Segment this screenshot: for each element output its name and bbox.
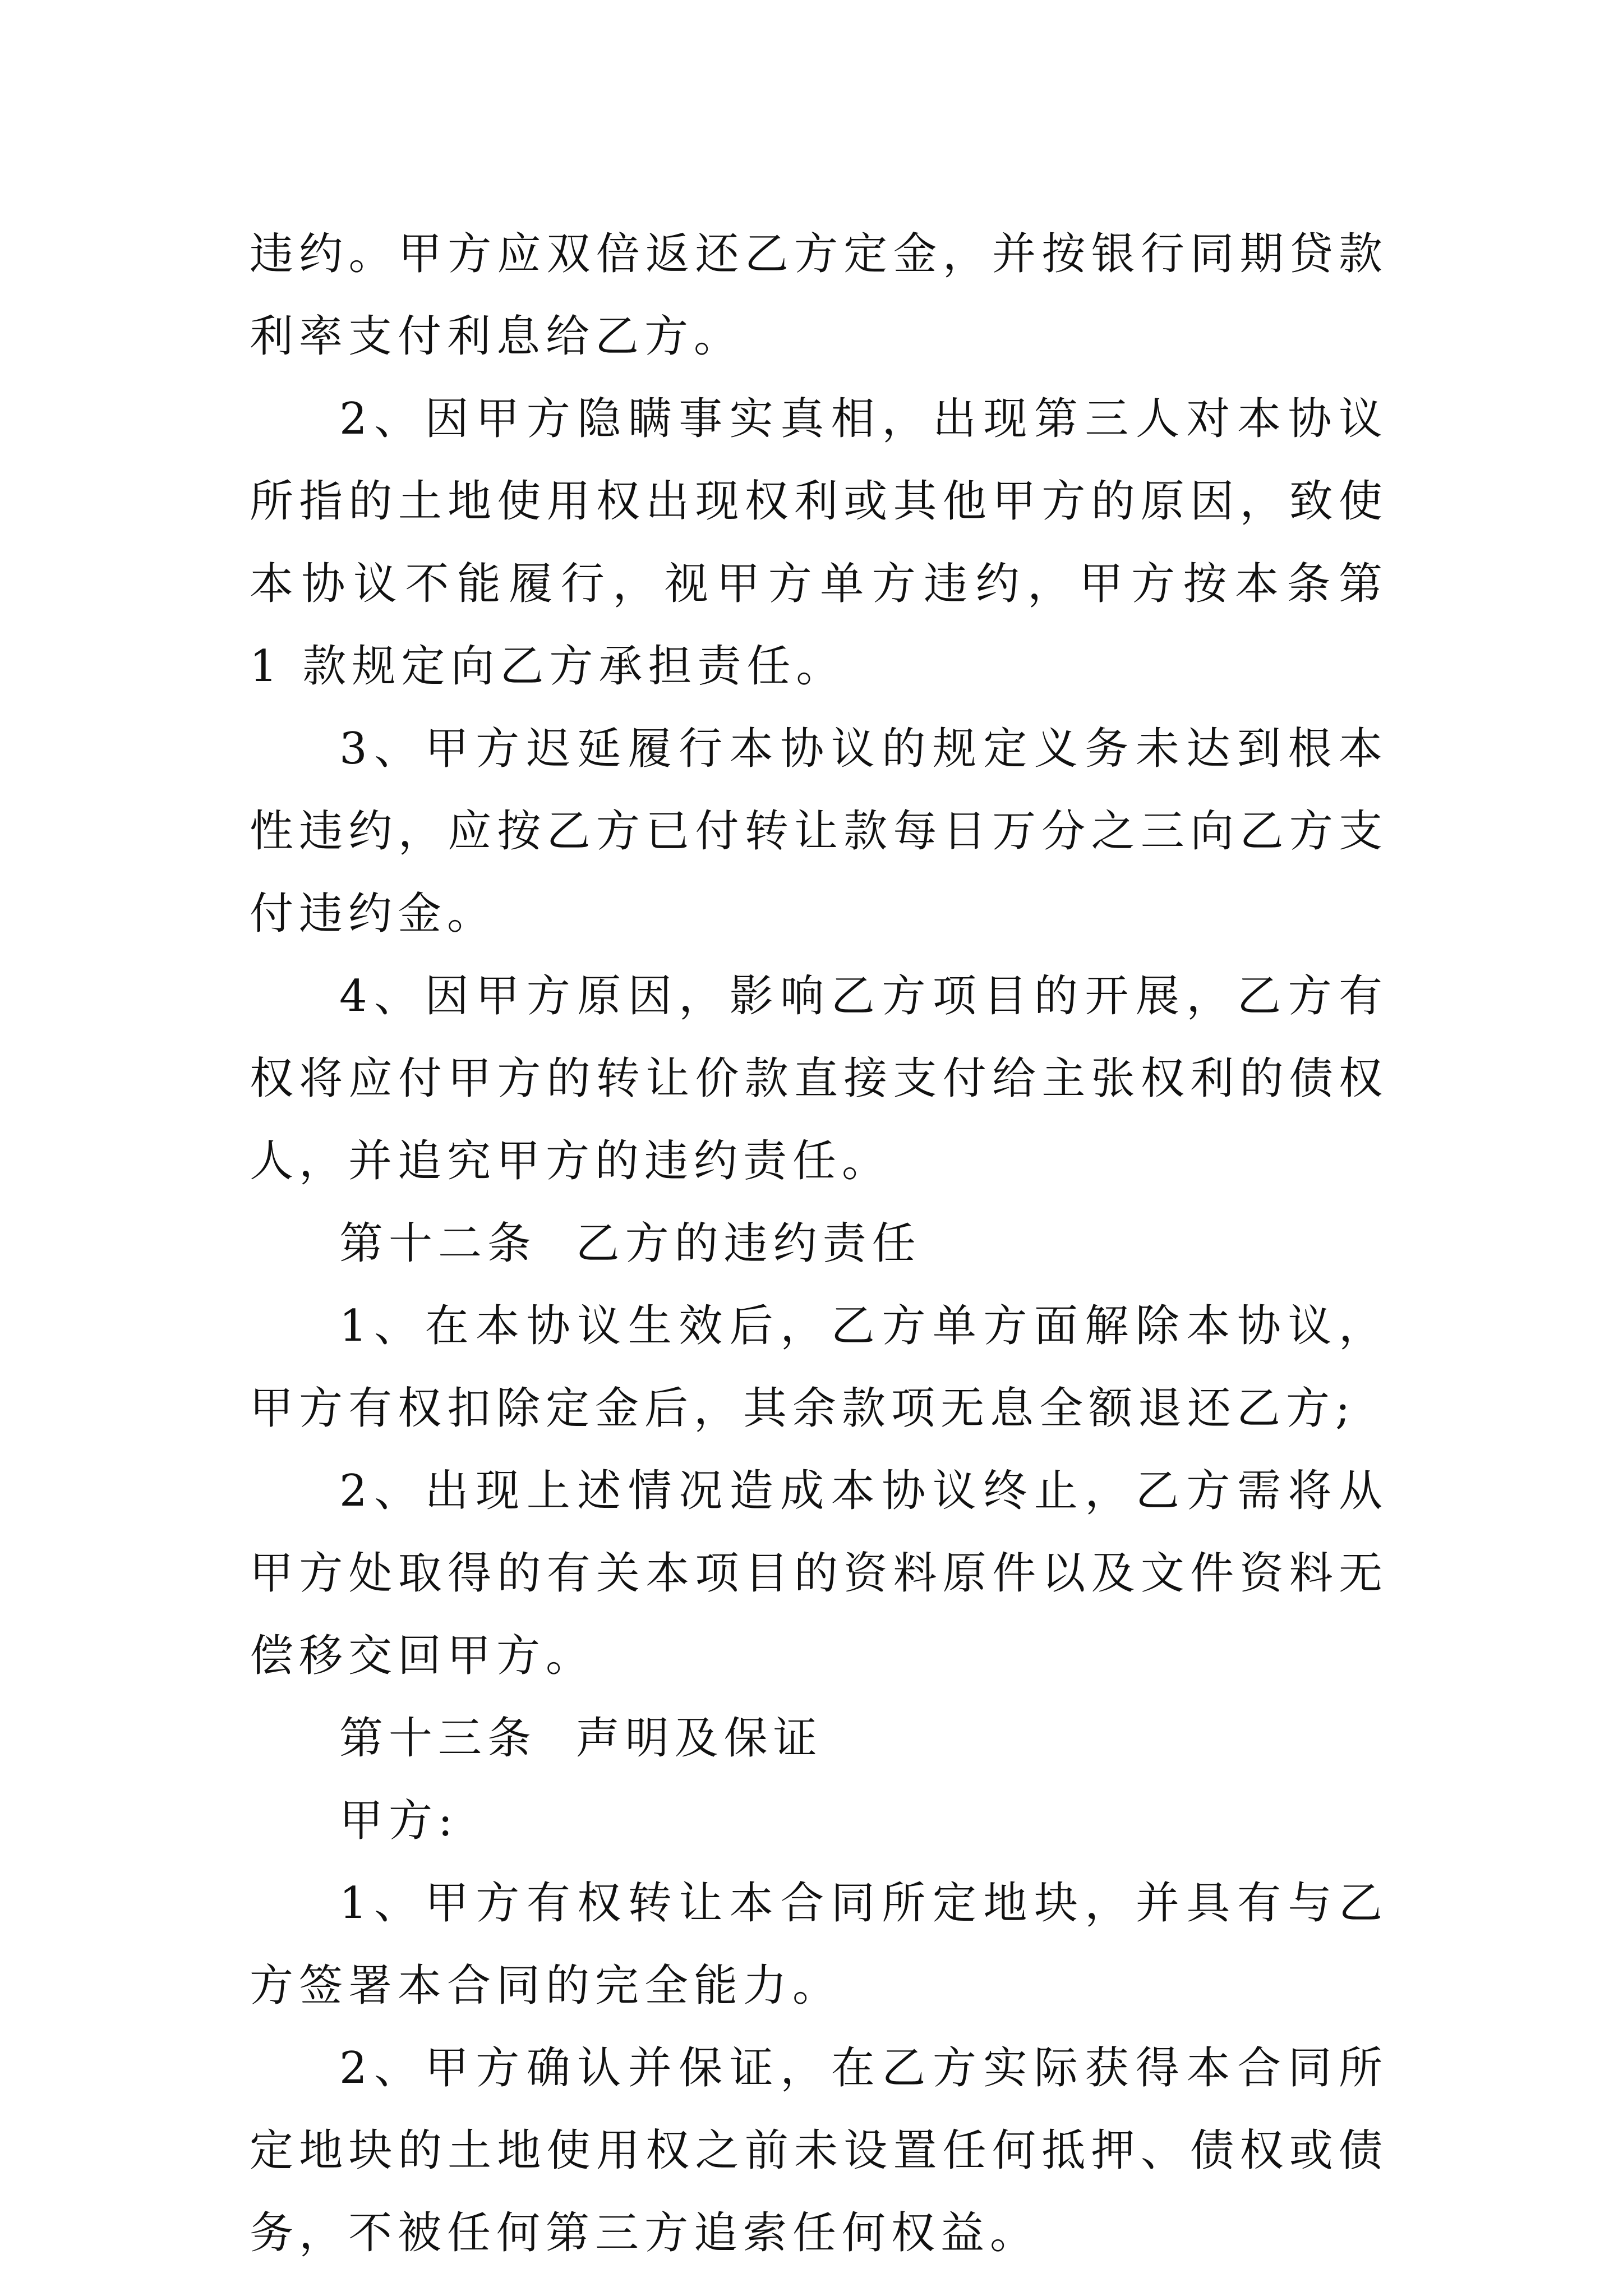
party-a-label: 甲方: <box>339 1796 459 1846</box>
paragraph-article-12-item-1: 1、在本协议生效后，乙方单方面解除本协议，甲方有权扣除定金后，其余款项无息全额退还乙方; <box>250 1301 1388 1434</box>
paragraph-article-12-item-2: 2、出现上述情况造成本协议终止，乙方需将从甲方处取得的有关本项目的资料原件以及文件资料无偿移交回甲方。 <box>250 1466 1388 1681</box>
paragraph-article-13-item-1: 1、甲方有权转让本合同所定地块，并具有与乙方签署本合同的完全能力。 <box>250 1878 1388 2011</box>
paragraph-clause-4: 4、因甲方原因，影响乙方项目的开展，乙方有权将应付甲方的转让价款直接支付给主张权利的债权人，并追究甲方的违约责任。 <box>250 971 1388 1186</box>
paragraph-clause-3: 3、甲方迟延履行本协议的规定义务未达到根本性违约，应按乙方已付转让款每日万分之三向乙方支付违约金。 <box>250 724 1388 939</box>
paragraph-article-13-item-2: 2、甲方确认并保证，在乙方实际获得本合同所定地块的土地使用权之前未设置任何抵押、债权或债务，不被任何第三方追索任何权益。 <box>250 2043 1388 2258</box>
paragraph-clause-2: 2、因甲方隐瞒事实真相，出现第三人对本协议所指的土地使用权出现权利或其他甲方的原因，致使本协议不能履行，视甲方单方违约，甲方按本条第 1 款规定向乙方承担责任。 <box>250 394 1388 692</box>
document-body <box>250 213 1388 2275</box>
paragraph-continuation: 违约。甲方应双倍返还乙方定金，并按银行同期贷款利率支付利息给乙方。 <box>250 229 1388 362</box>
article-12-heading: 第十二条 乙方的违约责任 <box>339 1218 921 1269</box>
article-13-heading: 第十三条 声明及保证 <box>339 1713 823 1764</box>
